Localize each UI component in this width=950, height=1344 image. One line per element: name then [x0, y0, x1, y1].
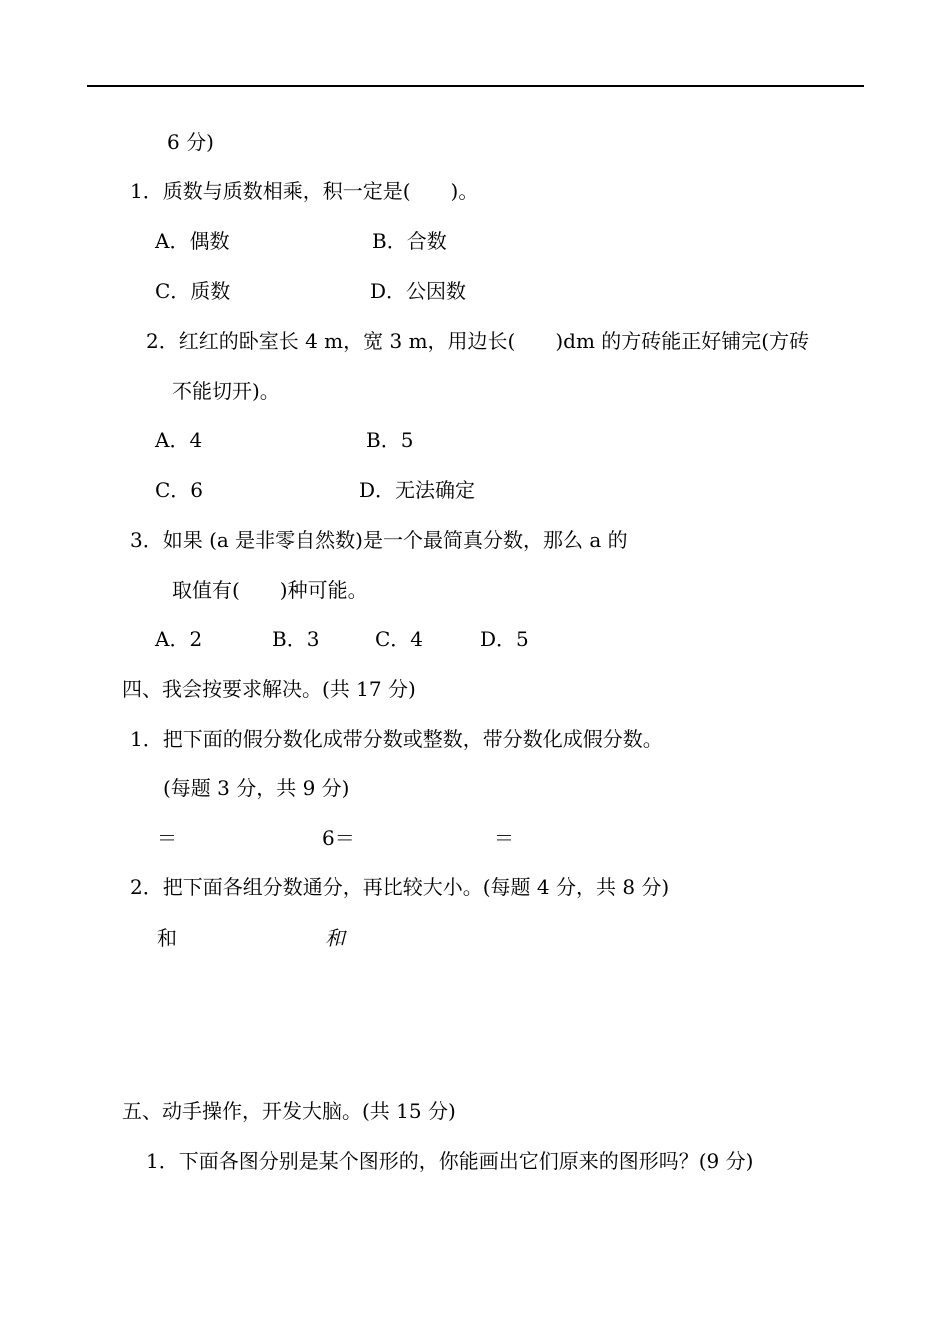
compare-item-2: 和 [325, 926, 345, 950]
option-c: C．质数 [155, 279, 231, 303]
option-b: B．合数 [372, 229, 447, 253]
option-b: B．3 [272, 627, 320, 651]
option-d: D．5 [480, 627, 529, 651]
option-a: A．4 [155, 428, 203, 452]
section-5-heading: 五、动手操作，开发大脑。(共 15 分) [122, 1099, 456, 1123]
conversion-item-2: 6＝ [322, 826, 355, 850]
option-b: B．5 [366, 428, 414, 452]
option-c: C．4 [375, 627, 424, 651]
question-3-2-stem-line2: 不能切开)。 [172, 379, 280, 403]
question-4-1-note: (每题 3 分，共 9 分) [163, 776, 350, 800]
option-d: D．公因数 [370, 279, 467, 303]
question-3-3-stem-line1: 3．如果 (a 是非零自然数)是一个最简真分数，那么 a 的 [130, 528, 628, 552]
option-a: A．2 [155, 627, 203, 651]
question-3-1-stem: 1．质数与质数相乘，积一定是( )。 [130, 179, 479, 203]
question-4-1-stem: 1．把下面的假分数化成带分数或整数，带分数化成假分数。 [130, 727, 663, 751]
question-3-3-stem-line2: 取值有( )种可能。 [172, 578, 368, 602]
question-4-2-stem: 2．把下面各组分数通分，再比较大小。(每题 4 分，共 8 分) [130, 875, 670, 899]
compare-item-1: 和 [157, 926, 177, 950]
question-3-2-stem-line1: 2．红红的卧室长 4 m，宽 3 m，用边长( )dm 的方砖能正好铺完(方砖 [146, 329, 810, 353]
continued-score-text: 6 分) [167, 130, 214, 154]
header-rule [87, 85, 864, 87]
section-4-heading: 四、我会按要求解决。(共 17 分) [122, 677, 416, 701]
conversion-item-3: ＝ [494, 826, 514, 850]
option-d: D．无法确定 [359, 478, 476, 502]
option-a: A．偶数 [155, 229, 230, 253]
option-c: C．6 [155, 478, 204, 502]
conversion-item-1: ＝ [157, 826, 177, 850]
question-5-1-stem: 1．下面各图分别是某个图形的，你能画出它们原来的图形吗？(9 分) [146, 1149, 754, 1173]
